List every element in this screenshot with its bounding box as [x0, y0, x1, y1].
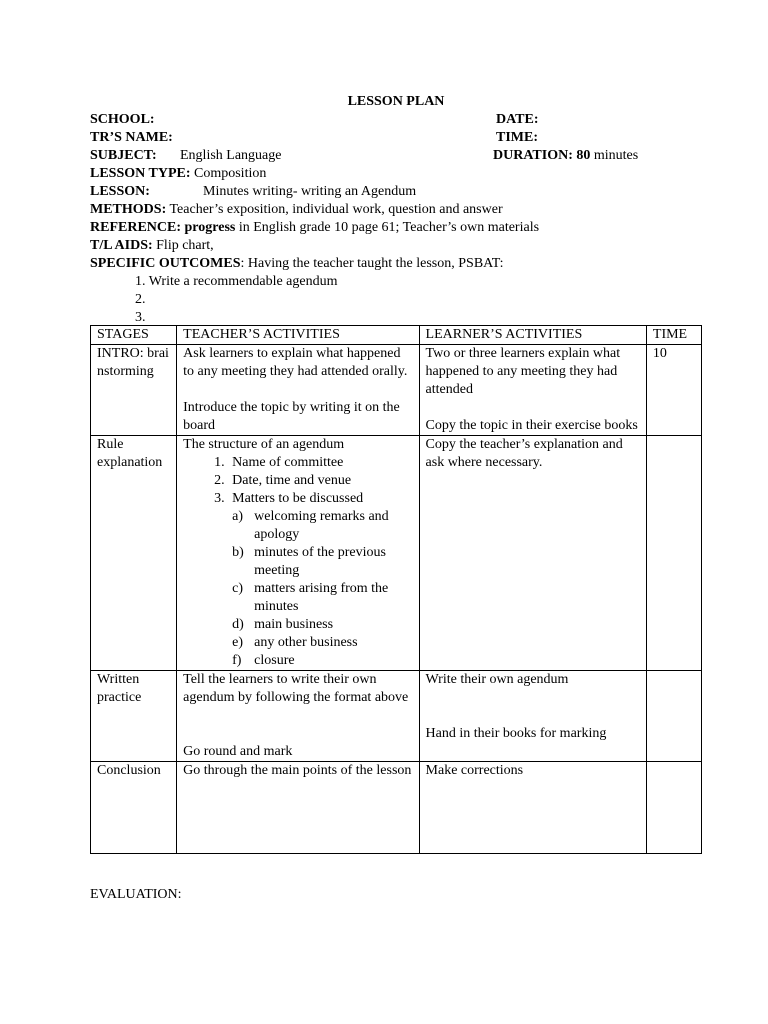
methods-label: METHODS: [90, 202, 167, 217]
lesson-label: LESSON: [90, 184, 150, 199]
time-label: TIME: [496, 130, 538, 145]
column-header: LEARNER’S ACTIVITIES [419, 326, 646, 345]
time-cell: 10 [646, 345, 701, 436]
stage-cell: Rule explanation [91, 436, 177, 671]
outcome-item: 1. Write a recommendable agendum [135, 274, 338, 289]
subject-value: English Language [180, 148, 282, 163]
column-header: TIME [646, 326, 701, 345]
lesson-plan-header [90, 93, 702, 327]
lesson-type-label: LESSON TYPE: [90, 166, 191, 181]
teacher-activity: The structure of an agendum [183, 437, 345, 452]
table-row-intro [91, 345, 702, 436]
time-cell [646, 762, 701, 854]
page-title: LESSON PLAN [347, 94, 445, 109]
stage-cell: Conclusion [91, 762, 177, 854]
subject-label: SUBJECT: [90, 148, 157, 163]
column-header: STAGES [91, 326, 177, 345]
stage-cell: Written practice [91, 671, 177, 762]
table-row-written [91, 671, 702, 762]
outcomes-list [90, 273, 702, 327]
list-item: c) matters arising from the minutes [232, 581, 389, 614]
methods-row [90, 201, 702, 219]
tr-name-label: TR’S NAME: [90, 130, 173, 145]
lesson-type-value: Composition [190, 166, 267, 181]
list-item: e) any other business [232, 635, 358, 650]
list-item: d) main business [232, 617, 334, 632]
school-label: SCHOOL: [90, 112, 155, 127]
teacher-activity: Tell the learners to write their own agendum by following the format above [183, 672, 409, 705]
learner-activity: Hand in their books for marking [425, 726, 607, 741]
trname-time-row [90, 129, 702, 147]
tl-aids-row [90, 237, 702, 255]
reference-row [90, 219, 702, 237]
lesson-type-row [90, 165, 702, 183]
date-label: DATE: [496, 112, 539, 127]
learner-activity-cell [419, 671, 646, 762]
learner-activity: Write their own agendum [425, 672, 569, 687]
methods-value: Teacher’s exposition, individual work, question and answer [166, 202, 503, 217]
outcomes-label: SPECIFIC OUTCOMES [90, 256, 241, 271]
learner-activity: Two or three learners explain what happened to any meeting they had attended [425, 346, 621, 397]
stage-cell: INTRO: brainstorming [91, 345, 177, 436]
column-header: TEACHER’S ACTIVITIES [177, 326, 419, 345]
table-header-row [91, 326, 702, 345]
school-date-row [90, 111, 702, 129]
learner-activity-cell: Copy the teacher’s explanation and ask where necessary. [419, 436, 646, 671]
reference-value: in English grade 10 page 61; Teacher’s own materials [235, 220, 540, 235]
learner-activity-cell [419, 345, 646, 436]
subject-duration-row [90, 147, 702, 165]
lesson-value: Minutes writing- writing an Agendum [203, 184, 417, 199]
teacher-activity-cell: Go through the main points of the lesson [177, 762, 419, 854]
teacher-activity-cell [177, 345, 419, 436]
matters-sublist [232, 508, 412, 670]
table-row-conclusion [91, 762, 702, 854]
lesson-row [90, 183, 702, 201]
learner-activity: Copy the topic in their exercise books [425, 418, 638, 433]
reference-bold: progress [181, 220, 236, 235]
evaluation-label: EVALUATION: [90, 887, 182, 902]
tl-aids-value: Flip chart, [152, 238, 214, 253]
reference-label: REFERENCE: [90, 220, 182, 235]
outcomes-value: : Having the teacher taught the lesson, PSBAT: [240, 256, 504, 271]
structure-list [183, 454, 412, 670]
teacher-activity-cell [177, 671, 419, 762]
teacher-activity-cell [177, 436, 419, 671]
list-item: b) minutes of the previous meeting [232, 545, 386, 578]
duration-unit: minutes [590, 148, 639, 163]
duration-label: DURATION: [493, 148, 573, 163]
time-cell [646, 436, 701, 671]
teacher-activity: Introduce the topic by writing it on the board [183, 400, 400, 433]
table-row-rule [91, 436, 702, 671]
outcome-item: 3. [135, 310, 146, 325]
outcome-item: 2. [135, 292, 146, 307]
list-item: f) closure [232, 653, 295, 668]
teacher-activity: Go round and mark [183, 744, 293, 759]
duration-value: 80 [576, 148, 591, 163]
lesson-plan-table [90, 325, 702, 854]
list-item: 2. Date, time and venue [228, 472, 412, 490]
time-cell [646, 671, 701, 762]
list-item: 3. Matters to be discussed a) welcoming remarks and apology b) minutes of the previous meeting c) matters arising from the minutes d) main business e) any other business f) closure [228, 490, 412, 670]
list-item: 1. Name of committee [228, 454, 412, 472]
list-item: a) welcoming remarks and apology [232, 509, 389, 542]
learner-activity-cell: Make corrections [419, 762, 646, 854]
teacher-activity: Ask learners to explain what happened to any meeting they had attended orally. [183, 346, 408, 379]
outcomes-row [90, 255, 702, 273]
tl-aids-label: T/L AIDS: [90, 238, 153, 253]
